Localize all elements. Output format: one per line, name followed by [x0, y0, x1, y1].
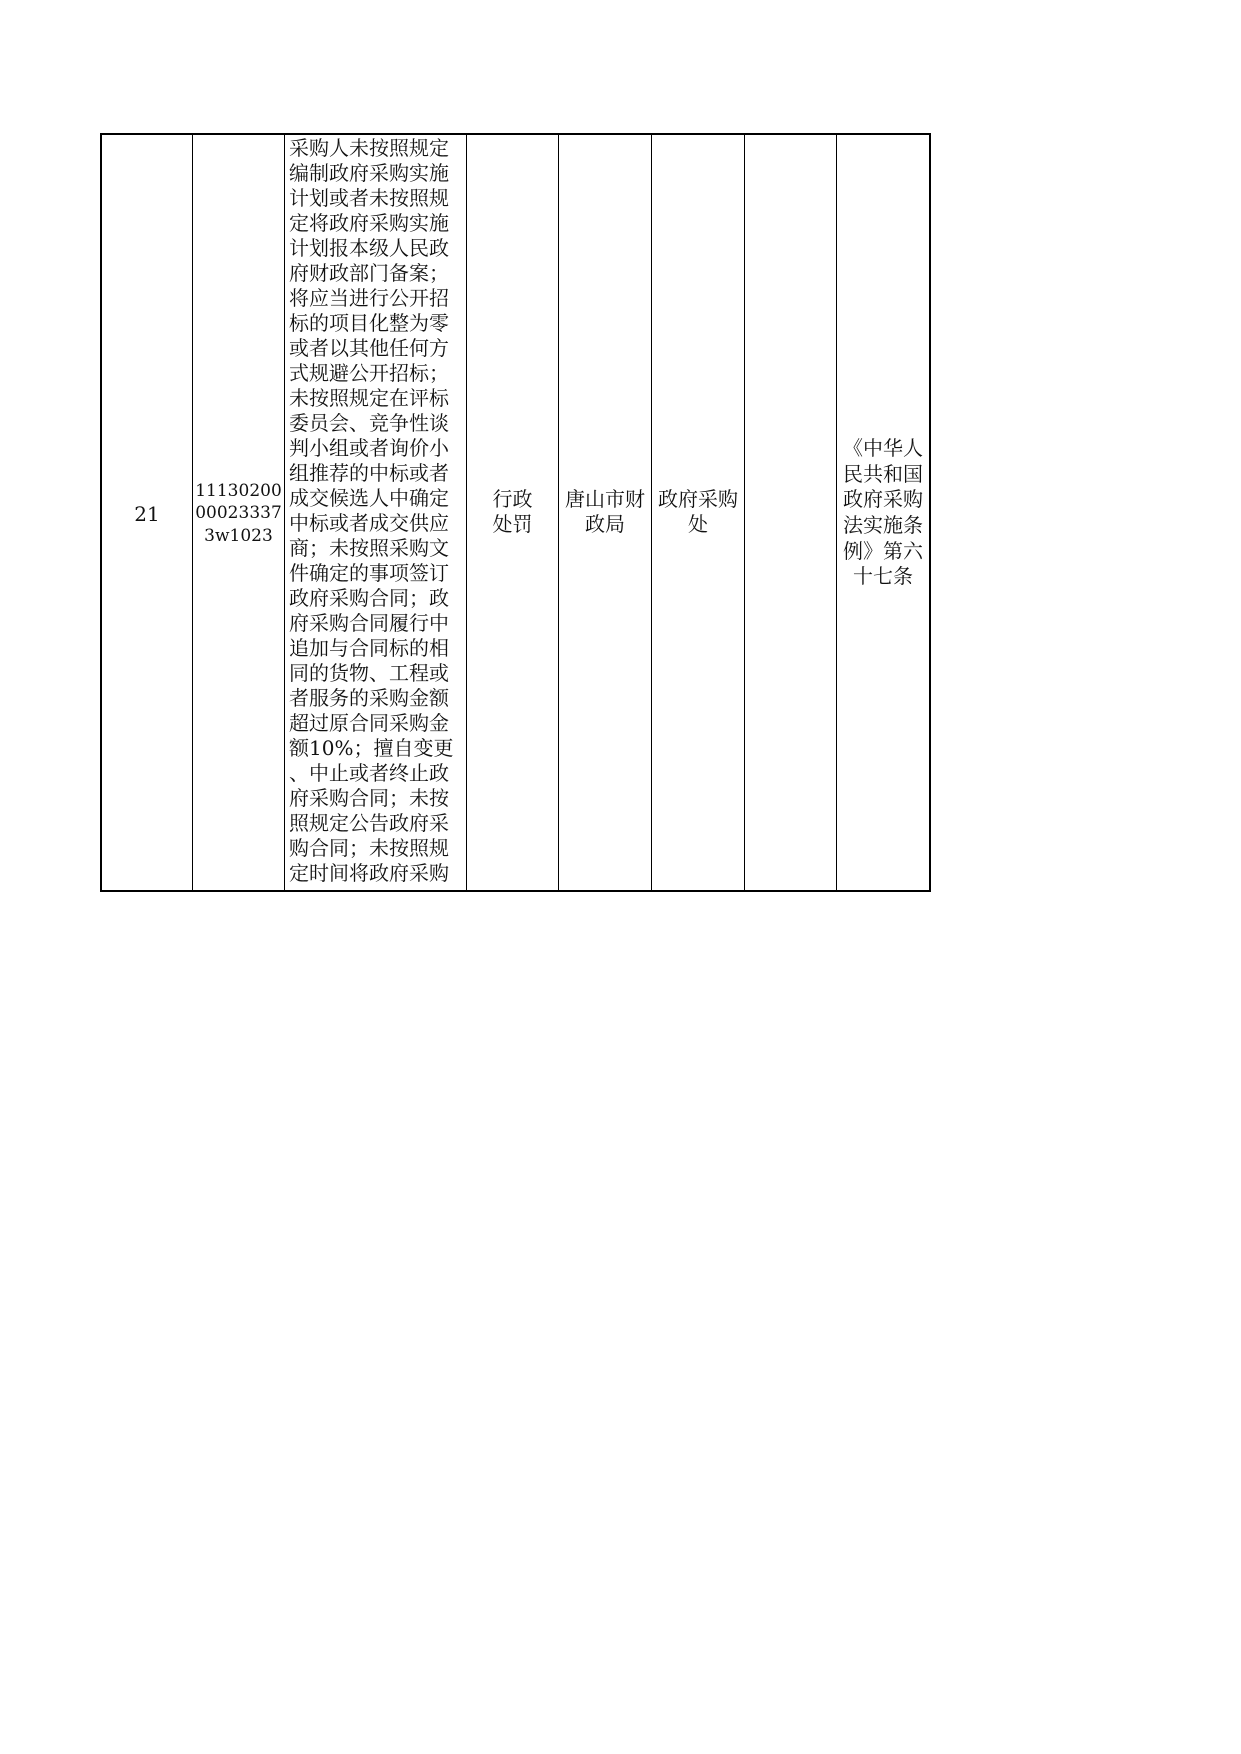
item-type-line: 行政 [492, 487, 533, 511]
item-content-line: 将应当进行公开招 [289, 286, 449, 310]
legal-basis-line: 《中华人 [843, 436, 923, 461]
item-content-line: 照规定公告政府采 [289, 811, 449, 835]
item-code-line: 11130200 [195, 480, 282, 501]
item-content-line: 者服务的采购金额 [289, 686, 449, 710]
item-content-line: 采购人未按照规定 [289, 136, 449, 160]
item-code-line: 00023337 [195, 503, 282, 524]
item-content-line: 式规避公开招标； [289, 361, 449, 385]
item-content-line: 定时间将政府采购 [289, 861, 449, 885]
cell-item-code [193, 135, 285, 890]
department-line: 政府采购 [658, 487, 738, 511]
item-content-line: 商；未按照采购文 [289, 536, 449, 560]
cell-implementing-authority [559, 135, 652, 890]
legal-basis-line: 政府采购 [843, 487, 923, 512]
authority-line: 唐山市财 [565, 487, 645, 511]
legal-basis-line: 法实施条 [843, 513, 923, 537]
cell-item-content [285, 135, 467, 890]
item-content-line: 组推荐的中标或者 [289, 461, 449, 485]
item-content-line: 府采购合同履行中 [289, 611, 449, 635]
legal-basis-line: 例》第六 [843, 538, 923, 563]
item-content-line: 委员会、竞争性谈 [289, 411, 449, 435]
item-content-line: 超过原合同采购金 [289, 711, 449, 735]
cell-sequence-number [102, 135, 193, 890]
item-content-line: 计划报本级人民政 [289, 236, 449, 260]
cell-empty [745, 135, 837, 890]
item-content-line: 未按照规定在评标 [289, 386, 449, 410]
item-content-line: 中标或者成交供应 [289, 511, 449, 535]
item-content-line: 判小组或者询价小 [289, 436, 449, 460]
sequence-number: 21 [134, 502, 160, 526]
item-content-line: 购合同；未按照规 [289, 836, 449, 860]
item-content-line: 额10%；擅自变更 [289, 736, 454, 760]
cell-item-type [467, 135, 559, 890]
item-content-line: 或者以其他任何方 [289, 336, 449, 360]
legal-basis-line: 十七条 [853, 564, 913, 589]
item-content-line: 府采购合同；未按 [289, 786, 449, 810]
item-content-line: 件确定的事项签订 [289, 561, 449, 585]
authority-line: 政局 [585, 512, 625, 536]
item-content-line: 计划或者未按照规 [289, 186, 449, 210]
item-content-line: 、中止或者终止政 [289, 761, 449, 785]
cell-legal-basis [837, 135, 929, 890]
item-content-line: 成交候选人中确定 [289, 486, 449, 510]
item-content-line: 政府采购合同；政 [289, 586, 449, 610]
item-type-line: 处罚 [492, 512, 533, 536]
cell-responsible-department [652, 135, 745, 890]
item-content-line: 定将政府采购实施 [289, 211, 449, 235]
item-content-line: 府财政部门备案； [289, 261, 449, 285]
item-content-line: 编制政府采购实施 [289, 161, 449, 185]
table-row [100, 133, 931, 892]
item-content-line: 同的货物、工程或 [289, 661, 449, 685]
item-code-line: 3w1023 [204, 525, 273, 546]
legal-basis-line: 民共和国 [843, 461, 923, 486]
department-line: 处 [688, 512, 708, 536]
item-content-line: 标的项目化整为零 [289, 311, 449, 335]
item-content-line: 追加与合同标的相 [289, 636, 449, 660]
